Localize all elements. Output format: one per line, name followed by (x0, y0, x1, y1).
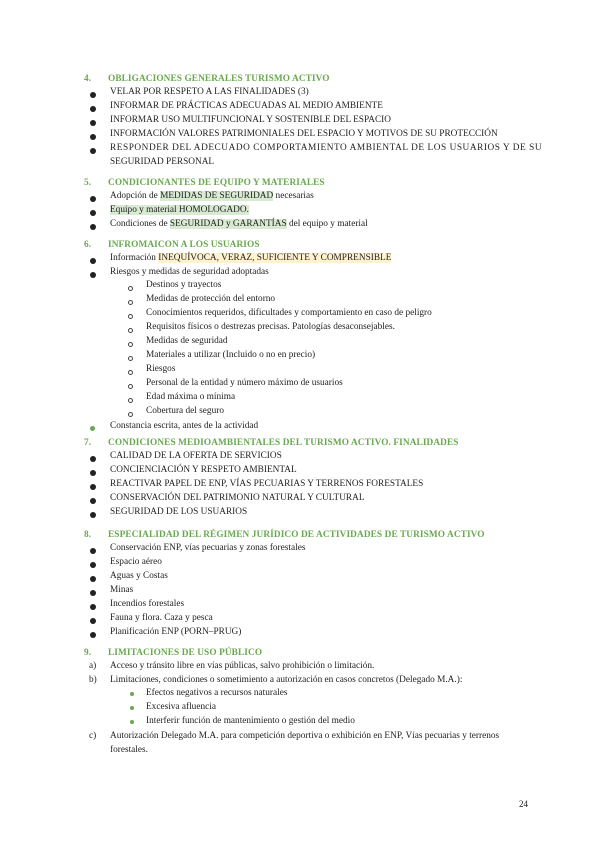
list-item: Limitaciones, condiciones o sometimiento a autorización en casos concretos (Delegado M.A.): (110, 675, 463, 685)
bullet-icon (90, 134, 96, 140)
bullet-icon (90, 562, 96, 568)
section-7-heading (84, 438, 459, 448)
section-5-heading (84, 178, 325, 188)
section-title: CONDICIONANTES DE EQUIPO Y MATERIALES (108, 178, 325, 188)
list-item (110, 204, 249, 218)
list-item: Minas (110, 585, 134, 595)
bullet-icon (90, 576, 96, 582)
bullet-icon (90, 258, 96, 264)
bullet-icon (90, 604, 96, 610)
bullet-icon (90, 632, 96, 638)
sub-list-item: Requisitos físicos o destrezas precisas. Patologías desaconsejables. (146, 322, 395, 332)
list-item-continuation: SEGURIDAD PERSONAL (110, 157, 215, 167)
hollow-bullet-icon (128, 314, 133, 319)
section-8-heading (84, 530, 485, 540)
bullet-icon (90, 426, 95, 431)
highlight: MEDIDAS DE SEGURIDAD (160, 191, 274, 201)
sub-list-item: Riesgos (146, 364, 176, 374)
section-number: 8. (84, 530, 92, 540)
list-item: Condiciones de SEGURIDAD y GARANTÍAS del equipo y material (110, 219, 368, 229)
hollow-bullet-icon (128, 356, 133, 361)
bullet-icon (90, 484, 96, 490)
hollow-bullet-icon (128, 286, 133, 291)
bullet-icon (90, 512, 96, 518)
section-number: 5. (84, 178, 92, 188)
list-item: Adopción de MEDIDAS DE SEGURIDAD necesarias (110, 191, 314, 201)
list-item: SEGURIDAD DE LOS USUARIOS (110, 507, 248, 517)
section-6-heading (84, 240, 260, 250)
highlight: SEGURIDAD y GARANTÍAS (169, 219, 287, 229)
list-letter: a) (89, 661, 97, 671)
bullet-icon (90, 148, 96, 154)
bullet-icon (130, 720, 134, 724)
hollow-bullet-icon (128, 328, 133, 333)
bullet-icon (90, 618, 96, 624)
sub-list-item: Destinos y trayectos (146, 280, 222, 290)
sub-list-item: Personal de la entidad y número máximo de usuarios (146, 378, 343, 388)
highlight: INEQUÍVOCA, VERAZ, SUFICIENTE Y COMPRENSIBLE (158, 253, 392, 263)
highlight: Equipo y material HOMOLOGADO. (110, 205, 249, 215)
bullet-icon (90, 470, 96, 476)
sub-list-item: Efectos negativos a recursos naturales (146, 688, 288, 698)
section-title: ESPECIALIDAD DEL RÉGIMEN JURÍDICO DE ACTIVIDADES DE TURISMO ACTIVO (108, 530, 485, 540)
section-title: INFROMAICON A LOS USUARIOS (108, 240, 260, 250)
list-item: CONCIENCIACIÓN Y RESPETO AMBIENTAL (110, 465, 297, 475)
hollow-bullet-icon (128, 370, 133, 375)
section-4-heading (84, 74, 330, 84)
list-item-continuation: forestales. (110, 745, 148, 755)
section-number: 9. (84, 648, 92, 658)
list-letter: c) (89, 731, 97, 741)
list-item: Incendios forestales (110, 599, 185, 609)
bullet-icon (90, 196, 96, 202)
list-item: Planificación ENP (PORN–PRUG) (110, 627, 242, 637)
hollow-bullet-icon (128, 398, 133, 403)
bullet-icon (90, 590, 96, 596)
list-item: INFORMAR USO MULTIFUNCIONAL Y SOSTENIBLE DEL ESPACIO (110, 115, 391, 125)
page-number: 24 (519, 799, 528, 809)
sub-list-item: Conocimientos requeridos, dificultades y comportamiento en caso de peligro (146, 308, 432, 318)
bullet-icon (90, 106, 96, 112)
list-item: Constancia escrita, antes de la actividad (110, 421, 259, 431)
sub-list-item: Excesiva afluencia (146, 702, 216, 712)
sub-list-item: Edad máxima o mínima (146, 392, 236, 402)
list-letter: b) (89, 675, 97, 685)
bullet-icon (90, 272, 96, 278)
list-item: REACTIVAR PAPEL DE ENP, VÍAS PECUARIAS Y TERRENOS FORESTALES (110, 479, 424, 489)
section-9-heading (84, 648, 262, 658)
section-title: CONDICIONES MEDIOAMBIENTALES DEL TURISMO ACTIVO. FINALIDADES (108, 438, 459, 448)
hollow-bullet-icon (128, 342, 133, 347)
hollow-bullet-icon (128, 300, 133, 305)
sub-list-item: Medidas de protección del entorno (146, 294, 276, 304)
bullet-icon (90, 498, 96, 504)
sub-list-item: Materiales a utilizar (Incluido o no en precio) (146, 350, 316, 360)
sub-list-item: Cobertura del seguro (146, 406, 224, 416)
bullet-icon (130, 706, 134, 710)
bullet-icon (90, 120, 96, 126)
section-title: OBLIGACIONES GENERALES TURISMO ACTIVO (108, 74, 330, 84)
bullet-icon (90, 92, 96, 98)
list-item: RESPONDER DEL ADECUADO COMPORTAMIENTO AMBIENTAL DE LOS USUARIOS Y DE SU (110, 143, 543, 153)
list-item: INFORMACIÓN VALORES PATRIMONIALES DEL ESPACIO Y MOTIVOS DE SU PROTECCIÓN (110, 129, 498, 139)
list-item: Autorización Delegado M.A. para competición deportiva o exhibición en ENP, Vías pecuarias y terrenos (110, 731, 500, 741)
list-item: INFORMAR DE PRÁCTICAS ADECUADAS AL MEDIO AMBIENTE (110, 101, 383, 111)
bullet-icon (90, 456, 96, 462)
section-number: 6. (84, 240, 92, 250)
hollow-bullet-icon (128, 384, 133, 389)
section-number: 4. (84, 74, 92, 84)
list-item: Fauna y flora. Caza y pesca (110, 613, 213, 623)
list-item: VELAR POR RESPETO A LAS FINALIDADES (3) (110, 87, 309, 97)
bullet-icon (90, 224, 96, 230)
hollow-bullet-icon (128, 412, 133, 417)
sub-list-item: Interferir función de mantenimiento o gestión del medio (146, 716, 355, 726)
list-item: Conservación ENP, vías pecuarias y zonas forestales (110, 543, 306, 553)
list-item: Información INEQUÍVOCA, VERAZ, SUFICIENTE Y COMPRENSIBLE (110, 253, 392, 263)
section-title: LIMITACIONES DE USO PÚBLICO (108, 648, 263, 658)
list-item: Riesgos y medidas de seguridad adoptadas (110, 267, 269, 277)
bullet-icon (90, 548, 96, 554)
section-number: 7. (84, 438, 92, 448)
list-item: CALIDAD DE LA OFERTA DE SERVICIOS (110, 451, 282, 461)
bullet-icon (90, 210, 96, 216)
list-item: Espacio aéreo (110, 557, 162, 567)
list-item: CONSERVACIÓN DEL PATRIMONIO NATURAL Y CULTURAL (110, 493, 365, 503)
list-item: Acceso y tránsito libre en vías públicas, salvo prohibición o limitación. (110, 661, 375, 671)
sub-list-item: Medidas de seguridad (146, 336, 228, 346)
bullet-icon (130, 692, 134, 696)
list-item: Aguas y Costas (110, 571, 168, 581)
